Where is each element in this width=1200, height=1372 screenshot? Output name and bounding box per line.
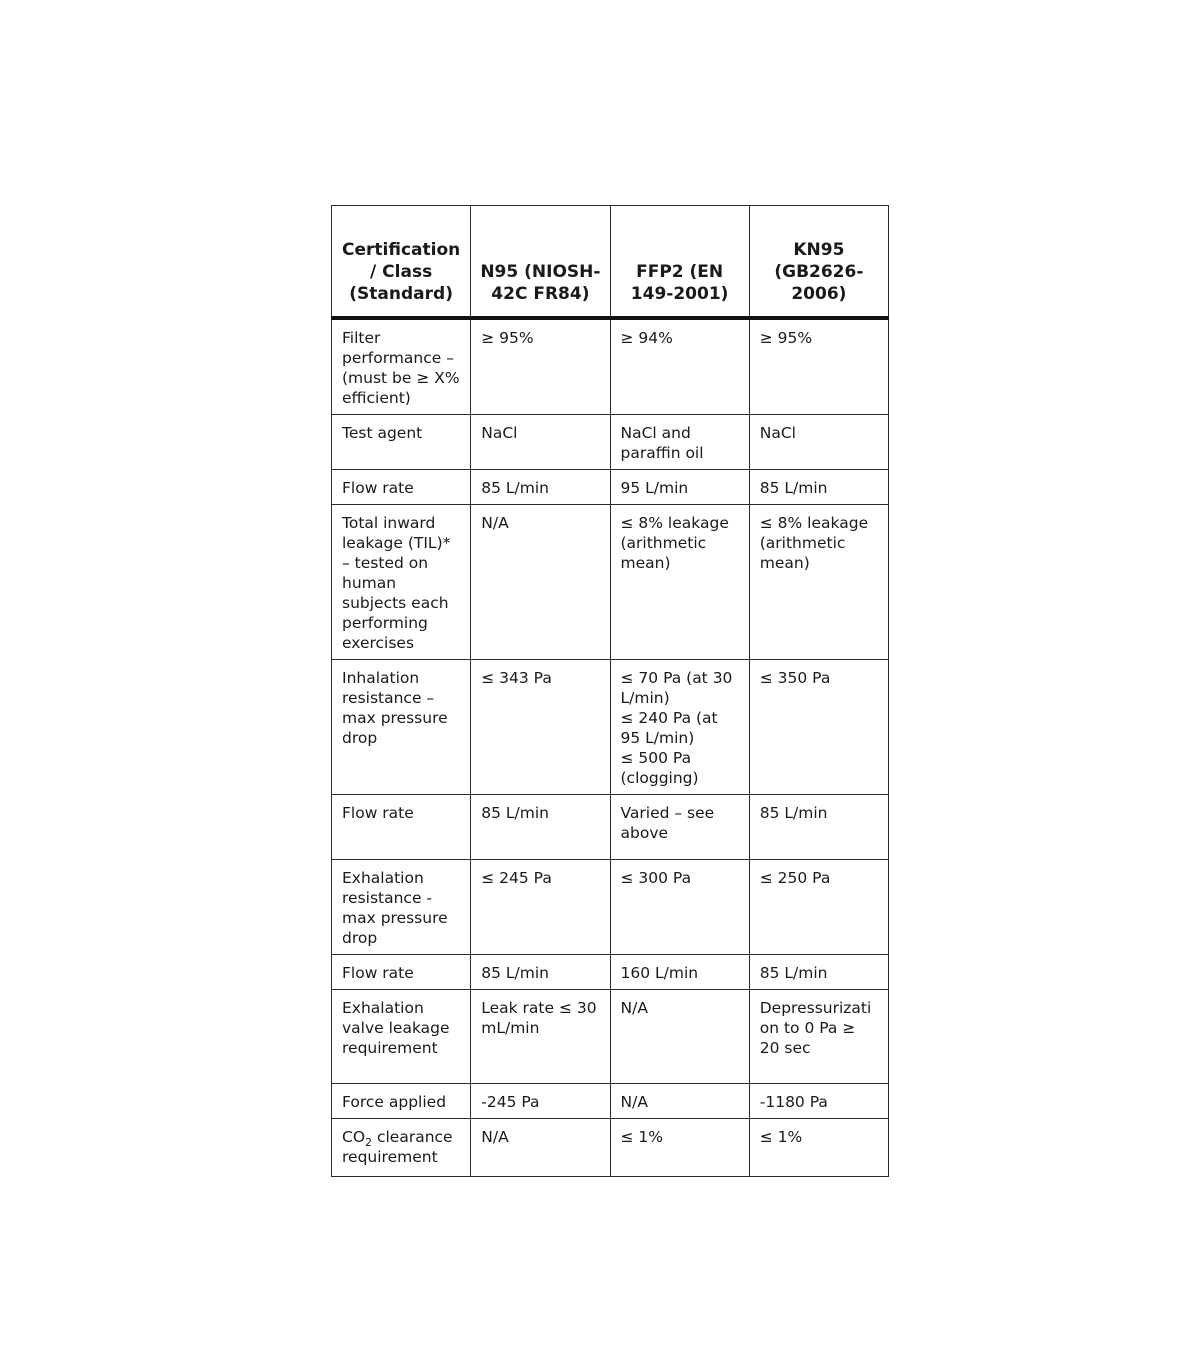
cell-kn95: ≤ 8% leakage (arithmetic mean) bbox=[749, 505, 888, 660]
cell-kn95: NaCl bbox=[749, 415, 888, 470]
table-header-row bbox=[332, 206, 889, 319]
cell-n95: Leak rate ≤ 30 mL/min bbox=[471, 990, 610, 1084]
cell-ffp2: ≥ 94% bbox=[610, 318, 749, 415]
cell-kn95: ≤ 350 Pa bbox=[749, 660, 888, 795]
table-row bbox=[332, 795, 889, 860]
table-row bbox=[332, 660, 889, 795]
cell-n95: ≤ 245 Pa bbox=[471, 860, 610, 955]
cell-line: ≤ 500 Pa (clogging) bbox=[620, 749, 699, 787]
cell-kn95: Depressurization to 0 Pa ≥ 20 sec bbox=[749, 990, 888, 1084]
row-label: Exhalation valve leakage requirement bbox=[332, 990, 471, 1084]
cell-kn95: 85 L/min bbox=[749, 470, 888, 505]
row-label: Total inward leakage (TIL)* – tested on human subjects each performing exercises bbox=[332, 505, 471, 660]
cell-n95: ≤ 343 Pa bbox=[471, 660, 610, 795]
cell-kn95: ≤ 1% bbox=[749, 1119, 888, 1177]
table-row bbox=[332, 1084, 889, 1119]
cell-ffp2: ≤ 300 Pa bbox=[610, 860, 749, 955]
cell-ffp2: ≤ 8% leakage (arithmetic mean) bbox=[610, 505, 749, 660]
table-row bbox=[332, 860, 889, 955]
row-label: Exhalation resistance - max pressure drop bbox=[332, 860, 471, 955]
table-row bbox=[332, 955, 889, 990]
cell-kn95: ≥ 95% bbox=[749, 318, 888, 415]
cell-ffp2: ≤ 1% bbox=[610, 1119, 749, 1177]
label-suffix: clearance requirement bbox=[342, 1128, 453, 1166]
cell-ffp2: Varied – see above bbox=[610, 795, 749, 860]
row-label: Inhalation resistance – max pressure drop bbox=[332, 660, 471, 795]
cell-kn95: ≤ 250 Pa bbox=[749, 860, 888, 955]
row-label: Force applied bbox=[332, 1084, 471, 1119]
table-row bbox=[332, 318, 889, 415]
row-label: Flow rate bbox=[332, 470, 471, 505]
cell-line: ≤ 240 Pa (at 95 L/min) bbox=[620, 709, 718, 747]
row-label: Filter performance – (must be ≥ X% efficient) bbox=[332, 318, 471, 415]
cell-ffp2: 160 L/min bbox=[610, 955, 749, 990]
header-certification-class: Certification/ Class (Standard) bbox=[332, 206, 471, 319]
row-label: Flow rate bbox=[332, 795, 471, 860]
row-label: Flow rate bbox=[332, 955, 471, 990]
header-ffp2: FFP2 (EN 149-2001) bbox=[610, 206, 749, 319]
header-kn95: KN95 (GB2626-2006) bbox=[749, 206, 888, 319]
cell-kn95: 85 L/min bbox=[749, 795, 888, 860]
cell-kn95: -1180 Pa bbox=[749, 1084, 888, 1119]
row-label bbox=[332, 1119, 471, 1177]
cell-ffp2: NaCl and paraffin oil bbox=[610, 415, 749, 470]
cell-n95: 85 L/min bbox=[471, 795, 610, 860]
table-row bbox=[332, 470, 889, 505]
table-row bbox=[332, 990, 889, 1084]
cell-kn95: 85 L/min bbox=[749, 955, 888, 990]
cell-n95: 85 L/min bbox=[471, 470, 610, 505]
label-subscript: 2 bbox=[365, 1136, 373, 1149]
table-row bbox=[332, 415, 889, 470]
cell-ffp2: 95 L/min bbox=[610, 470, 749, 505]
cell-n95: N/A bbox=[471, 505, 610, 660]
respirator-standards-table bbox=[331, 205, 889, 1177]
cell-n95: NaCl bbox=[471, 415, 610, 470]
row-label: Test agent bbox=[332, 415, 471, 470]
label-prefix: CO bbox=[342, 1128, 366, 1146]
table-row bbox=[332, 505, 889, 660]
cell-ffp2: N/A bbox=[610, 990, 749, 1084]
cell-n95: ≥ 95% bbox=[471, 318, 610, 415]
table-row bbox=[332, 1119, 889, 1177]
cell-n95: 85 L/min bbox=[471, 955, 610, 990]
cell-ffp2 bbox=[610, 660, 749, 795]
header-n95: N95 (NIOSH-42C FR84) bbox=[471, 206, 610, 319]
cell-ffp2: N/A bbox=[610, 1084, 749, 1119]
cell-n95: N/A bbox=[471, 1119, 610, 1177]
cell-n95: -245 Pa bbox=[471, 1084, 610, 1119]
cell-line: ≤ 70 Pa (at 30 L/min) bbox=[620, 669, 733, 707]
